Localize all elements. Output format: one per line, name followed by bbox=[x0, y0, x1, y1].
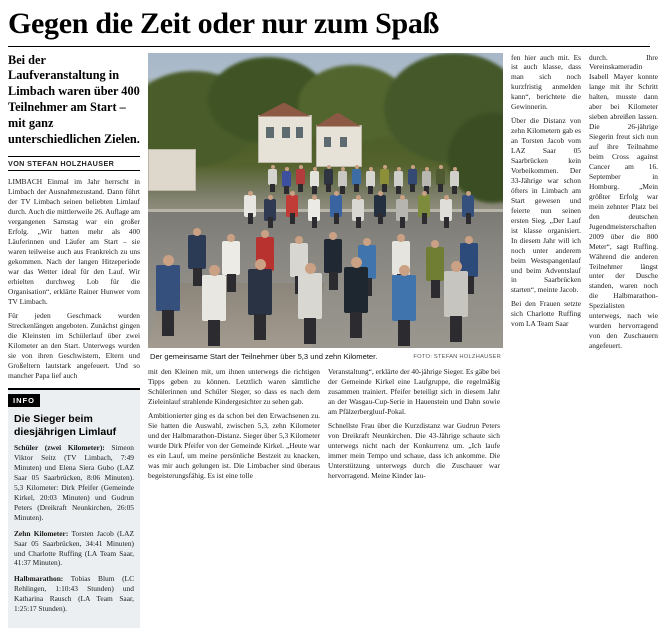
window bbox=[340, 137, 347, 147]
info-entry bbox=[14, 443, 134, 523]
runner bbox=[156, 265, 180, 311]
body-column-3 bbox=[328, 367, 500, 484]
runner bbox=[352, 169, 361, 185]
runner bbox=[268, 169, 277, 185]
newspaper-article-page bbox=[0, 8, 658, 608]
info-box-title: Die Sieger beim diesjährigen Limlauf bbox=[8, 408, 140, 442]
body-column-4 bbox=[511, 53, 581, 356]
runner bbox=[396, 199, 408, 221]
building bbox=[258, 115, 312, 163]
body-column-5 bbox=[589, 53, 658, 356]
runner bbox=[244, 195, 256, 217]
article-columns bbox=[0, 53, 658, 628]
building bbox=[316, 125, 362, 167]
info-box-body bbox=[8, 443, 140, 628]
paragraph: Über die Distanz von zehn Kilometern gab es an Torsten Jacob vom LAZ Saar 05 Saarbrücken kein Vorbeikommen. Der 33-Jährige war schon öfters in Limbach am Start gewesen und feierte nun seinen ersten Sieg. „Der Lauf ist klasse organisiert. In diesem Jahr will ich noch unter anderem beim Westspangenlauf und beim Adventslauf in Saarbrücken starten“, meinte Jacob. bbox=[511, 116, 581, 295]
runner bbox=[298, 273, 322, 319]
runner bbox=[408, 169, 417, 185]
body-column-1 bbox=[8, 177, 140, 380]
info-entry-label: Schüler (zwei Kilometer): bbox=[14, 443, 105, 452]
runner bbox=[344, 267, 368, 313]
window bbox=[296, 127, 303, 138]
page-title: Gegen die Zeit oder nur zum Spaß bbox=[8, 8, 650, 40]
paragraph: Bei den Frauen setzte sich Charlotte Ruffing vom LA Team Saar bbox=[511, 299, 581, 329]
article-photo bbox=[148, 53, 503, 348]
runner bbox=[324, 169, 333, 185]
left-column bbox=[8, 53, 140, 628]
info-box-tag: INFO bbox=[8, 394, 40, 407]
paragraph: Für jeden Geschmack wurden Streckenlängen angeboten. Zunächst gingen die Kleinsten im Schülerlauf über zwei Kilometer an den Start. Unterwegs wurden sie von ihren Geschwistern, Eltern und Großeltern lautstark angefeuert. Und so mancher Papa lief auch bbox=[8, 311, 140, 381]
building bbox=[148, 149, 196, 191]
middle-text-columns bbox=[148, 367, 503, 484]
info-entry-label: Zehn Kilometer: bbox=[14, 529, 68, 538]
photo-credit: FOTO: STEFAN HOLZHAUSER bbox=[413, 354, 501, 361]
runner bbox=[380, 169, 389, 185]
window bbox=[282, 127, 290, 138]
runner bbox=[188, 235, 206, 269]
paragraph: durch. Ihre Vereinskameradin Isabell Mayer konnte lange mit ihr Schritt halten, musste dann aber bei Kilometer sieben abreißen lassen. Die 26-jährige Siegerin freut sich nun auf ihre Teilnahme beim Cross against Cancer am 16. September in Homburg. „Mein größter Erfolg war mein zehnter Platz bei den deutschen Jugendmeisterschaften 2009 über die 800 Meter“, sagt Ruffing. Während die anderen Teilnehmer längst unter der Dusche standen, waren noch die Halbmarathon-Spezialisten unterwegs, nach wie wurden hervorragend von den Zuschauern angefeuert. bbox=[589, 53, 658, 352]
paragraph: mit den Kleinen mit, um ihnen unterwegs die richtigen Tipps geben zu können. Letztlich waren sämtliche Schülerinnen und Schüler Sieger, so dass es nach dem Zieleinlauf strahlende Kindergesichter zu sehen gab. bbox=[148, 367, 320, 407]
paragraph: LIMBACH Einmal im Jahr herrscht in Limbach der Ausnahmezustand. Dann führt der TV Limbach seinen beliebten Limlauf durch. Auch die mittlerweile 26. Auflage am vergangenen Samstag war ein großer Erfolg. „Wir hatten mehr als 400 Läuferinnen und Läufer am Start – sie waren teilweise auch aus Frankreich zu uns gekommen. Nach der langen Hitzeperiode war das Wetter ideal für den Lauf. Wir erhielten durchweg Lob für die Organisation“, erklärte Rainer Hunwer vom TV Limbach. bbox=[8, 177, 140, 306]
runner bbox=[202, 275, 226, 321]
runner bbox=[264, 199, 276, 221]
info-entry-text: Torsten Jacob (LAZ Saar 05 Saarbrücken, 34:41 Minuten) und Charlotte Ruffing (LA Team Saar, 41:37 Minuten). bbox=[14, 529, 134, 568]
runner bbox=[436, 169, 445, 185]
right-column bbox=[511, 53, 658, 628]
photo-caption-row bbox=[148, 348, 503, 361]
runner bbox=[440, 199, 452, 221]
runner bbox=[450, 171, 459, 187]
window bbox=[266, 127, 274, 138]
byline: VON STEFAN HOLZHAUSER bbox=[8, 156, 140, 171]
info-entry bbox=[14, 529, 134, 569]
runner bbox=[296, 169, 305, 185]
runner bbox=[422, 171, 431, 187]
runner bbox=[330, 195, 342, 217]
right-text-columns bbox=[511, 53, 658, 356]
paragraph: Veranstaltung“, erklärte der 40-jährige Sieger. Es gäbe bei der Gemeinde Kirkel eine Laufgruppe, die regelmäßig zusammen trainiert. Pfeifer beteiligt sich in diesem Jahr an der Wasgau-Cup-Serie in Hauenstein und Dahn sowie am Pfälzerbergluuf-Pokal. bbox=[328, 367, 500, 417]
paragraph: Ambitionierter ging es da schon bei den Erwachsenen zu. Sie hatten die Auswahl, zwischen 5,3, zehn Kilometer und der Halbmarathon-Distanz. Sieger über 5,3 Kilometer wurde Dirk Pfeifer von der Gemeinde Kirkel. „Heute war es ein Lauf, um meine persönliche Bestzeit zu knacken, was mir auch gelungen ist. Die Limbacher sind überaus begeisterungsfähig. Es ist eine tolle bbox=[148, 411, 320, 481]
runner bbox=[418, 195, 430, 217]
runner bbox=[394, 171, 403, 187]
runner bbox=[444, 271, 468, 317]
runner bbox=[366, 171, 375, 187]
headline-divider bbox=[8, 46, 650, 47]
runner bbox=[392, 275, 416, 321]
info-entry-text: Tobias Blum (LC Rehlingen, 1:10:43 Stunden) und Katharina Rausch (LA Team Saar, 1:25:17 Stunden). bbox=[14, 574, 134, 613]
runner bbox=[462, 195, 474, 217]
body-column-2 bbox=[148, 367, 320, 484]
paragraph: Schnellste Frau über die Kurzdistanz war Gudrun Peters von Dreikraft Neunkirchen. Die 43-Jährige schaute sich unterwegs nicht nach der Konkurrenz um. „Ich laufe immer mein Tempo und schaue, dass ich ankomme. Die Unterstützung unterwegs durch die Zuschauer war hervorragend. Meine Kinder lau- bbox=[328, 421, 500, 481]
info-entry-text: Simeon Viktor Seitz (TV Limbach, 7:49 Minuten) und Elena Siera Gubo (LAZ Saar 05 Saarbrücken, 8:06 Minuten). 5,3 Kilometer: Dirk Pfeifer (Gemeinde Kirkel, 20:03 Minuten) und Gudrun Peters (Dreikraft Neunkirchen, 26:05 Minuten). bbox=[14, 443, 134, 522]
window bbox=[324, 137, 331, 147]
runner bbox=[282, 171, 291, 187]
runner bbox=[338, 171, 347, 187]
runner bbox=[374, 195, 386, 217]
photo-caption: Der gemeinsame Start der Teilnehmer über 5,3 und zehn Kilometer. bbox=[150, 352, 377, 361]
runner bbox=[222, 241, 240, 275]
runner bbox=[248, 269, 272, 315]
runner bbox=[310, 171, 319, 187]
info-entry-label: Halbmarathon: bbox=[14, 574, 63, 583]
info-box bbox=[8, 388, 140, 628]
runner bbox=[286, 195, 298, 217]
runner bbox=[308, 199, 320, 221]
runner bbox=[324, 239, 342, 273]
runner bbox=[352, 199, 364, 221]
middle-column bbox=[148, 53, 503, 628]
info-entry bbox=[14, 574, 134, 614]
paragraph: fen hier auch mit. Es ist auch klasse, dass man sich noch kurzfristig anmelden kann“, berichtete die Gewinnerin. bbox=[511, 53, 581, 113]
runner bbox=[426, 247, 444, 281]
standfirst: Bei der Laufveranstaltung in Limbach waren über 400 Teilnehmer am Start – mit ganz unterschiedlichen Zielen. bbox=[8, 53, 140, 149]
